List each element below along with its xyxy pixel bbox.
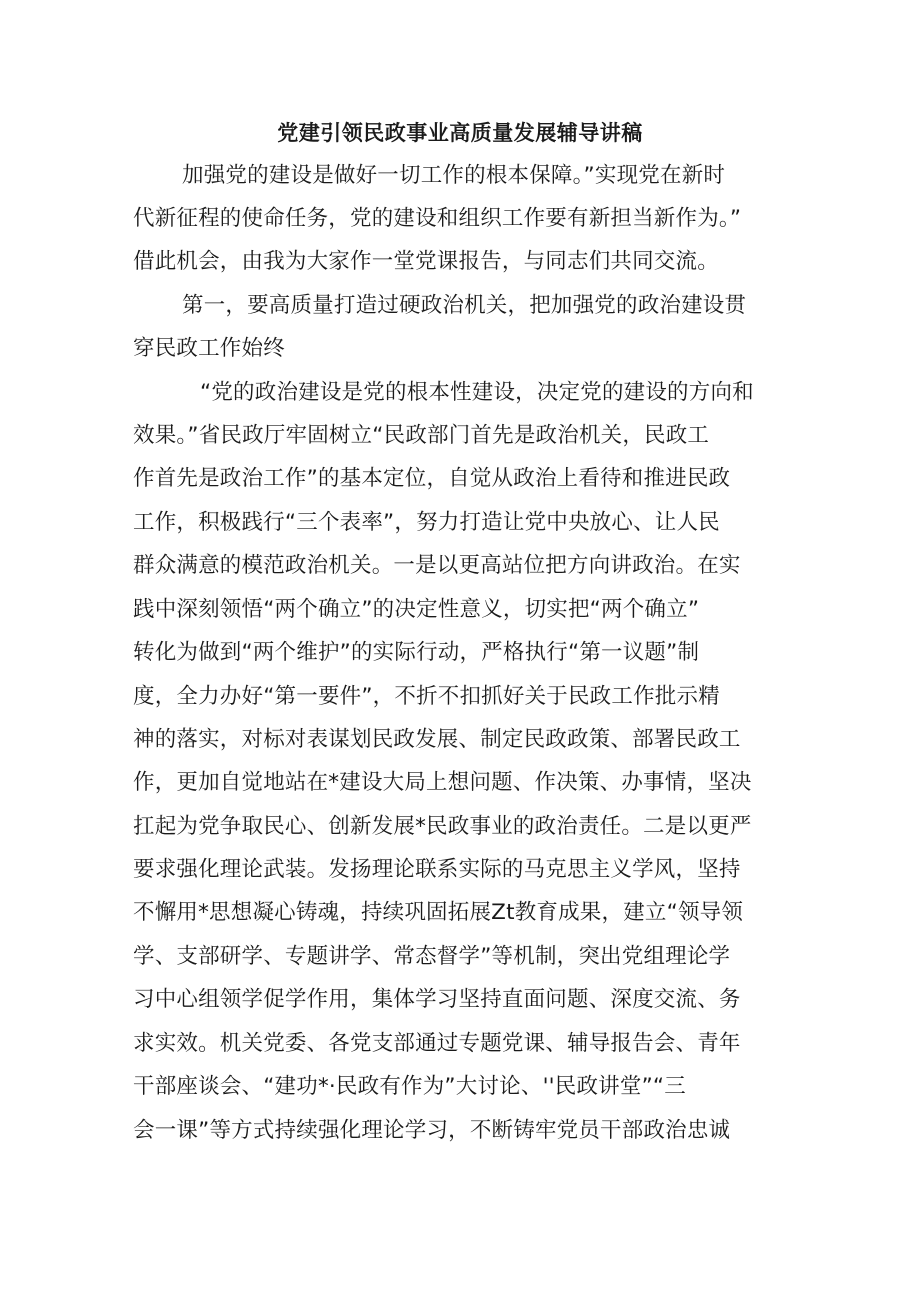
paragraph-line: 度，全力办好“第一要件”，不折不扣抓好关于民政工作批示精 [133,684,720,709]
paragraph-line: 习中心组领学促学作用，集体学习坚持直面问题、深度交流、务 [133,987,741,1012]
paragraph-line: 作首先是政治工作”的基本定位，自觉从政治上看待和推进民政 [133,466,731,491]
paragraph-line: 要求强化理论武装。发扬理论联系实际的马克思主义学风，坚持 [133,857,741,882]
paragraph-line: 践中深刻领悟“两个确立”的决定性意义，切实把“两个确立” [133,597,700,622]
section-heading-line: 穿民政工作始终 [133,336,285,361]
paragraph-line: 工作，积极践行“三个表率”，努力打造让党中央放心、让人民 [133,510,720,535]
paragraph-line: 借此机会，由我为大家作一堂党课报告，与同志们共同交流。 [133,249,719,274]
document-title: 党建引领民政事业高质量发展辅导讲稿 [277,121,643,145]
paragraph-line: 学、支部研学、专题讲学、常态督学”等机制，突出党组理论学 [133,944,731,969]
paragraph-line: “党的政治建设是党的根本性建设，决定党的建设的方向和 [200,380,754,405]
paragraph-line: 加强党的建设是做好一切工作的根本保障。”实现党在新时 [182,163,726,188]
section-heading-line: 第一，要高质量打造过硬政治机关，把加强党的政治建设贯 [182,293,747,318]
paragraph-line: 神的落实，对标对表谋划民政发展、制定民政政策、部署民政工 [133,727,741,752]
paragraph-line: 群众满意的模范政治机关。一是以更高站位把方向讲政治。在实 [133,553,741,578]
paragraph-line: 不懈用*思想凝心铸魂，持续巩固拓展Zt教育成果，建立“领导领 [133,900,744,925]
paragraph-line: 转化为做到“两个维护”的实际行动，严格执行“第一议题”制 [133,640,700,665]
paragraph-line: 会一课”等方式持续强化理论学习，不断铸牢党员干部政治忠诚 [133,1118,731,1143]
paragraph-line: 干部座谈会、“建功*·民政有作为”大讨论、''民政讲堂”“三 [133,1074,686,1099]
paragraph-line: 效果。”省民政厅牢固树立“民政部门首先是政治机关，民政工 [133,423,710,448]
paragraph-line: 求实效。机关党委、各党支部通过专题党课、辅导报告会、青年 [133,1031,741,1056]
paragraph-line: 扛起为党争取民心、创新发展*民政事业的政治责任。二是以更严 [133,814,752,839]
paragraph-line: 作，更加自觉地站在*建设大局上想问题、作决策、办事情，坚决 [133,770,752,795]
paragraph-line: 代新征程的使命任务，党的建设和组织工作要有新担当新作为。” [133,206,742,231]
